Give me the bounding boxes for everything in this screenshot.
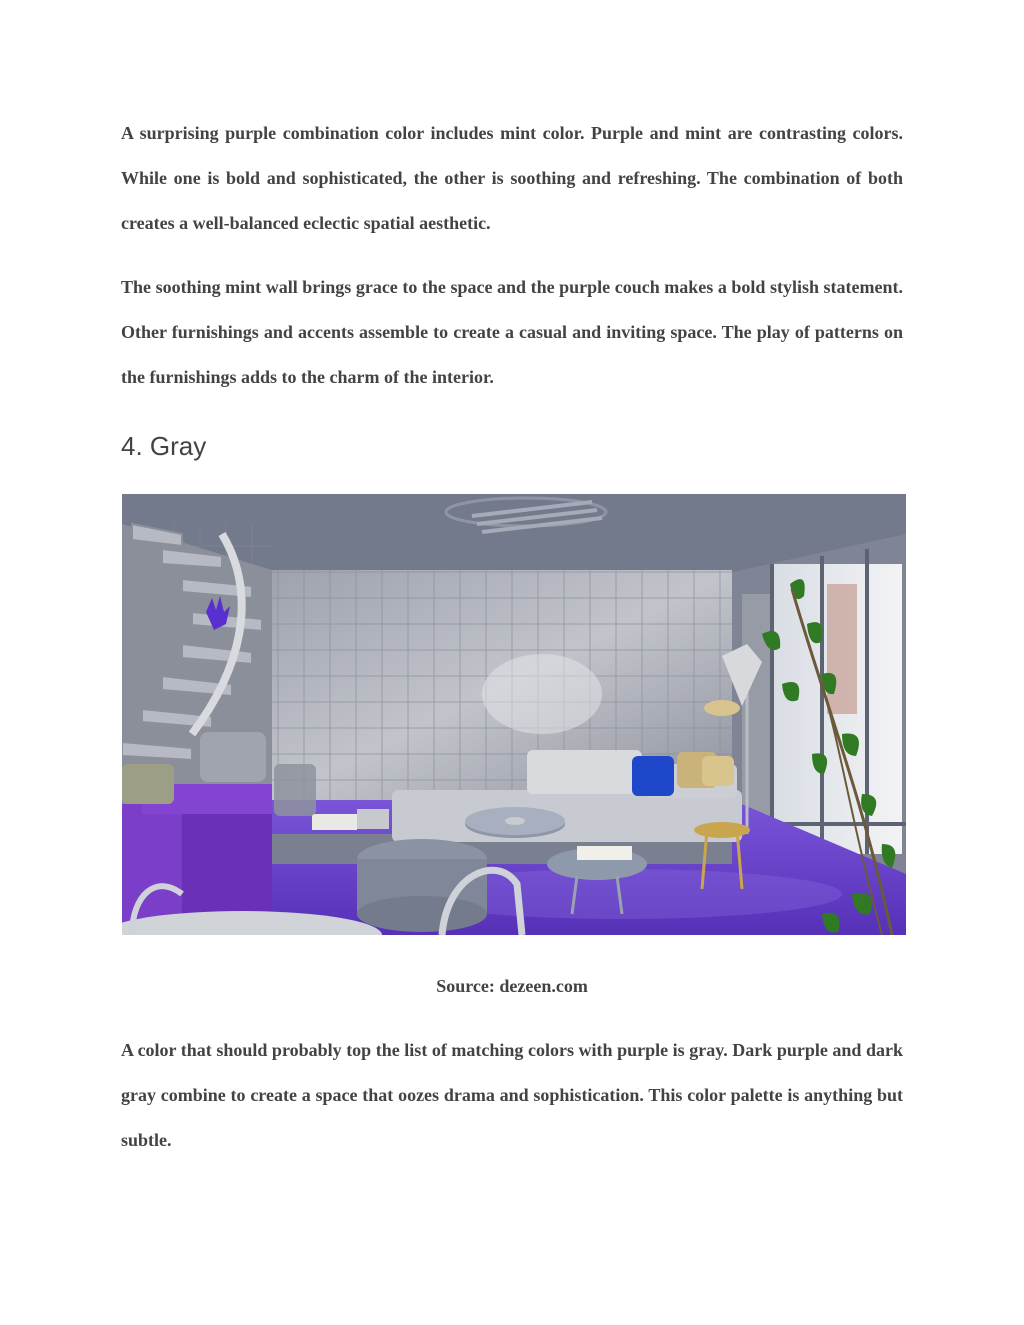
image-source-caption: Source: dezeen.com <box>436 976 588 996</box>
gray-living-room-photo <box>122 494 906 935</box>
paragraph-gray: A color that should probably top the list of matching colors with purple is gray. Dark purple and dark gray combine to create a space that oozes drama and sophistication. This color palette is anything but subtle. <box>121 1040 903 1150</box>
room-illustration <box>122 494 906 935</box>
section-heading-gray: 4. Gray <box>121 431 207 461</box>
paragraph-mint-details: The soothing mint wall brings grace to the space and the purple couch makes a bold stylish statement. Other furnishings and accents assemble to create a casual and inviting space. The play of patterns on the furnishings adds to the charm of the interior. <box>121 277 903 387</box>
paragraph-mint: A surprising purple combination color includes mint color. Purple and mint are contrasting colors. While one is bold and sophisticated, the other is soothing and refreshing. The combination of both creates a well-balanced eclectic spatial aesthetic. <box>121 123 903 233</box>
